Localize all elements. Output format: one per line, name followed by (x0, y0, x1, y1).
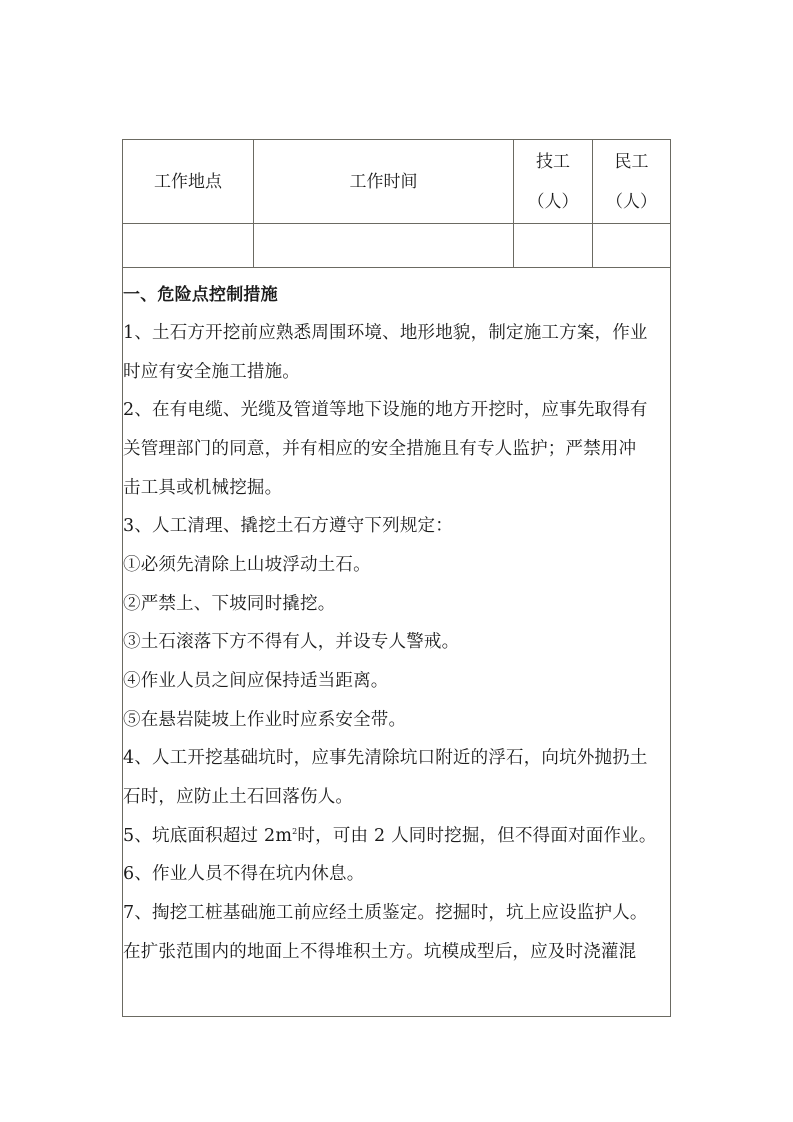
text-line: 6、作业人员不得在坑内休息。 (123, 864, 365, 884)
cell-work-location[interactable] (123, 224, 253, 268)
header-laborers (593, 140, 670, 224)
text-line: 3、人工清理、撬挖土石方遵守下列规定： (123, 516, 453, 536)
superscript: 2 (292, 827, 298, 836)
work-record-table (122, 139, 671, 1017)
header-unit: （人） (606, 192, 657, 212)
header-skilled-workers (514, 140, 592, 224)
header-unit: （人） (527, 192, 579, 212)
header-label: 技工 (536, 152, 570, 172)
header-work-location (123, 140, 253, 224)
text-line-area-rule (123, 822, 670, 847)
text-segment: 5、坑底面积超过 2m (123, 826, 293, 846)
text-line: ②严禁上、下坡同时撬挖。 (123, 594, 336, 614)
text-line: 7、掏挖工桩基础施工前应经土质鉴定。挖掘时，坑上应设监护人。 (123, 903, 648, 923)
text-line: ④作业人员之间应保持适当距离。 (123, 671, 389, 691)
text-line: 4、人工开挖基础坑时，应事先清除坑口附近的浮石，向坑外抛扔土 (123, 748, 648, 768)
text-line: 在扩张范围内的地面上不得堆积土方。坑模成型后，应及时浇灌混 (123, 942, 637, 962)
header-work-time (254, 140, 513, 224)
section-heading: 一、危险点控制措施 (123, 285, 278, 305)
text-line: ①必须先清除上山坡浮动土石。 (123, 555, 371, 575)
text-line: ③土石滚落下方不得有人，并设专人警戒。 (123, 632, 460, 652)
text-line: 石时，应防止土石回落伤人。 (123, 787, 354, 807)
header-label: 民工 (614, 152, 649, 172)
header-label: 工作时间 (349, 172, 418, 192)
cell-skilled-workers[interactable] (514, 224, 592, 268)
text-line: ⑤在悬岩陡坡上作业时应系安全带。 (123, 710, 407, 730)
cell-work-time[interactable] (254, 224, 513, 268)
text-line: 时应有安全施工措施。 (123, 362, 300, 382)
text-line: 2、在有电缆、光缆及管道等地下设施的地方开挖时，应事先取得有 (123, 400, 648, 420)
text-line: 关管理部门的同意，并有相应的安全措施且有专人监护；严禁用冲 (123, 439, 637, 459)
cell-laborers[interactable] (593, 224, 670, 268)
text-line: 1、土石方开挖前应熟悉周围环境、地形地貌，制定施工方案，作业 (123, 323, 648, 343)
text-segment: 时，可由 2 人同时挖掘，但不得面对面作业。 (297, 826, 657, 846)
header-label: 工作地点 (154, 172, 222, 192)
text-line: 击工具或机械挖掘。 (123, 478, 283, 498)
